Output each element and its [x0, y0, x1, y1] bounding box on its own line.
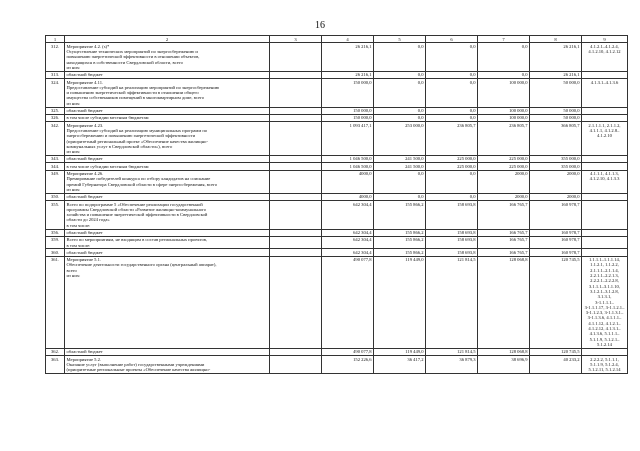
row-number: 325. [46, 107, 65, 114]
cell-total: 152 226,6 [322, 356, 374, 374]
cell-year-4: 50 000,0 [530, 107, 582, 114]
row-number: 343. [46, 155, 65, 162]
cell-year-3: 2000,0 [478, 170, 530, 193]
table-row [46, 71, 628, 78]
cell-target-codes [582, 71, 628, 78]
row-description: областной бюджет [65, 193, 270, 200]
row-number: 356. [46, 229, 65, 236]
cell-col3 [270, 170, 322, 193]
cell-col3 [270, 249, 322, 256]
table-row [46, 229, 628, 236]
cell-year-1: 155 866,2 [374, 229, 426, 236]
cell-target-codes: 2.1.1.1.1, 2.1.1.2, 4.1.1.1, 4.1.2.8– 4.1.2.10 [582, 122, 628, 156]
table-row [46, 170, 628, 193]
row-number: 360. [46, 249, 65, 256]
header-cell: 9 [582, 36, 628, 43]
cell-year-4: 160 978,7 [530, 236, 582, 249]
cell-col3 [270, 193, 322, 200]
cell-total: 490 077,8 [322, 256, 374, 348]
cell-year-3: 166 765,7 [478, 249, 530, 256]
cell-target-codes: 2.2.2.2, 5.1.1.1, 5.1.1.9, 5.1.2.4, 5.1.2.11, 5.1.2.14 [582, 356, 628, 374]
header-cell: 1 [46, 36, 65, 43]
cell-year-2: 158 693,8 [426, 249, 478, 256]
row-number: 324. [46, 79, 65, 107]
cell-total: 4000,0 [322, 170, 374, 193]
row-number: 344. [46, 163, 65, 170]
row-number: 350. [46, 193, 65, 200]
cell-year-2: 0,0 [426, 79, 478, 107]
cell-target-codes [582, 114, 628, 121]
table-header-row [46, 36, 628, 43]
cell-year-1: 155 866,2 [374, 201, 426, 229]
cell-year-3: 100 000,0 [478, 79, 530, 107]
row-description: областной бюджет [65, 71, 270, 78]
cell-target-codes: 4.1.3.1–4.1.3.6 [582, 79, 628, 107]
cell-year-3: 100 000,0 [478, 114, 530, 121]
row-description: Всего по мероприятиям, не входящим в состав региональных проектов, в том числе: [65, 236, 270, 249]
cell-year-3: 166 765,7 [478, 236, 530, 249]
cell-year-2: 0,0 [426, 71, 478, 78]
cell-year-4: 2000,0 [530, 193, 582, 200]
cell-col3 [270, 43, 322, 71]
row-number: 326. [46, 114, 65, 121]
cell-year-4: 40 233,2 [530, 356, 582, 374]
row-description: Мероприятие 4.2. (s)* Осуществление технических мероприятий по энергосбережению и повышению энергетической эффективности в отношении объектов, находящихся в собственности Свердловской области, всего из них: [65, 43, 270, 71]
cell-year-3: 166 765,7 [478, 201, 530, 229]
cell-year-2: 0,0 [426, 193, 478, 200]
table-row [46, 236, 628, 249]
cell-year-1: 241 500,0 [374, 163, 426, 170]
cell-year-4: 160 978,7 [530, 249, 582, 256]
cell-year-2: 158 693,8 [426, 229, 478, 236]
cell-col3 [270, 114, 322, 121]
cell-year-1: 0,0 [374, 114, 426, 121]
cell-year-4: 26 216,1 [530, 43, 582, 71]
header-cell: 4 [322, 36, 374, 43]
cell-col3 [270, 201, 322, 229]
row-description: областной бюджет [65, 155, 270, 162]
cell-year-1: 0,0 [374, 107, 426, 114]
cell-col3 [270, 107, 322, 114]
cell-year-1: 119 449,0 [374, 348, 426, 355]
row-number: 349. [46, 170, 65, 193]
row-number: 342. [46, 122, 65, 156]
cell-year-2: 236 805,7 [426, 122, 478, 156]
cell-year-1: 0,0 [374, 71, 426, 78]
cell-target-codes [582, 201, 628, 229]
page-number: 16 [315, 20, 325, 31]
cell-col3 [270, 256, 322, 348]
header-cell: 8 [530, 36, 582, 43]
row-number: 355. [46, 201, 65, 229]
header-cell: 5 [374, 36, 426, 43]
row-description: Мероприятие 4.11. Предоставление субсидий на реализацию мероприятий по энергосбережению и повышению энергетической эффективности в отношении общего имущества собственников помещений в многоквартирном доме, всего из них: [65, 79, 270, 107]
cell-year-2: 158 693,8 [426, 201, 478, 229]
cell-year-1: 0,0 [374, 43, 426, 71]
cell-year-4: 2000,0 [530, 170, 582, 193]
cell-year-4: 160 978,7 [530, 201, 582, 229]
cell-total: 26 216,1 [322, 71, 374, 78]
row-description: областной бюджет [65, 229, 270, 236]
cell-target-codes: 1.1.1.1–1.1.1.14, 1.1.2.1, 1.1.2.2, 2.1.1.1–2.1.1.4, 2.2.1.1–2.2.1.3, 2.2.2.1–2.2.2.8, 3.1.1.1–3.1.1.10, 3.1.2.1–3.1.2.8, 3.1.3.1, 3-1.1.1.1– 3-1.1.1.17, 3-1.1.2.1– 3-1.1.2.3, 3-1.1.3.1– 3-1.1.3.6, 4.1.1.1– 4.1.1.12, 4.1.2.1– 4.1.2.12, 4.1.3.1– 4.1.3.6, 5.1.1.1– 5.1.1.9, 5.1.2.1– 5.1.2.14 [582, 256, 628, 348]
cell-year-2: 0,0 [426, 170, 478, 193]
cell-total: 1 046 500,0 [322, 163, 374, 170]
cell-target-codes [582, 107, 628, 114]
table-row [46, 43, 628, 71]
table-row [46, 79, 628, 107]
row-description: в том числе субсидии местным бюджетам [65, 163, 270, 170]
cell-col3 [270, 356, 322, 374]
row-description: Мероприятие 5.2. Оказание услуг (выполнение работ) государственными учреждениями (приоритетные региональные проекты «Обеспечение качества жилищно- [65, 356, 270, 374]
cell-total: 642 304,4 [322, 229, 374, 236]
cell-year-3: 225 000,0 [478, 163, 530, 170]
cell-year-3: 0,0 [478, 71, 530, 78]
cell-year-2: 0,0 [426, 43, 478, 71]
cell-year-4: 120 745,5 [530, 256, 582, 348]
table-row [46, 155, 628, 162]
table-row [46, 163, 628, 170]
cell-total: 150 000,0 [322, 107, 374, 114]
cell-total: 1 046 500,0 [322, 155, 374, 162]
cell-target-codes [582, 163, 628, 170]
cell-year-2: 225 000,0 [426, 163, 478, 170]
cell-target-codes [582, 155, 628, 162]
cell-year-3: 2000,0 [478, 193, 530, 200]
cell-total: 150 000,0 [322, 79, 374, 107]
program-table [45, 35, 628, 374]
cell-year-1: 241 500,0 [374, 155, 426, 162]
row-description: Мероприятие 4.23. Предоставление субсидий на реализацию муниципальных программ по энергосбережению и повышению энергетической эффективности (приоритетный региональный проект «Обеспечение качества жилищно- коммунальных услуг в Свердловской области»), всего из них: [65, 122, 270, 156]
cell-col3 [270, 348, 322, 355]
cell-year-2: 158 693,8 [426, 236, 478, 249]
row-number: 313. [46, 71, 65, 78]
cell-total: 642 304,4 [322, 236, 374, 249]
cell-year-1: 155 866,2 [374, 236, 426, 249]
table-row [46, 356, 628, 374]
cell-total: 642 304,4 [322, 249, 374, 256]
table-row [46, 201, 628, 229]
cell-col3 [270, 163, 322, 170]
cell-year-1: 0,0 [374, 193, 426, 200]
cell-year-4: 50 000,0 [530, 79, 582, 107]
cell-year-3: 38 696,9 [478, 356, 530, 374]
cell-year-4: 355 000,0 [530, 163, 582, 170]
cell-year-1: 155 866,2 [374, 249, 426, 256]
table-row [46, 348, 628, 355]
header-cell: 3 [270, 36, 322, 43]
row-description: в том числе субсидии местным бюджетам [65, 114, 270, 121]
cell-total: 4000,0 [322, 193, 374, 200]
cell-year-2: 225 000,0 [426, 155, 478, 162]
cell-total: 150 000,0 [322, 114, 374, 121]
table-row [46, 193, 628, 200]
cell-total: 1 093 417,1 [322, 122, 374, 156]
cell-col3 [270, 71, 322, 78]
cell-year-1: 0,0 [374, 79, 426, 107]
row-description: Мероприятие 4.26. Премирование победителей конкурса по отбору кандидатов на соискание премий Губернатора Свердловской области в сфере энергосбережения, всего из них: [65, 170, 270, 193]
cell-total: 26 216,1 [322, 43, 374, 71]
cell-col3 [270, 155, 322, 162]
cell-year-1: 36 417,2 [374, 356, 426, 374]
cell-year-4: 366 805,7 [530, 122, 582, 156]
header-cell: 7 [478, 36, 530, 43]
row-description: областной бюджет [65, 249, 270, 256]
table-row [46, 256, 628, 348]
cell-year-4: 120 745,5 [530, 348, 582, 355]
header-cell: 6 [426, 36, 478, 43]
cell-year-3: 166 765,7 [478, 229, 530, 236]
cell-year-4: 50 000,0 [530, 114, 582, 121]
row-number: 362. [46, 348, 65, 355]
cell-col3 [270, 229, 322, 236]
cell-year-1: 0,0 [374, 170, 426, 193]
row-description: областной бюджет [65, 107, 270, 114]
cell-col3 [270, 79, 322, 107]
cell-year-2: 121 814,5 [426, 348, 478, 355]
cell-target-codes: 4.1.2.1–4.1.2.4, 4.1.2.10, 4.1.2.12 [582, 43, 628, 71]
row-description: Мероприятие 5.1. Обеспечение деятельности государственного органа (центральный аппарат), всего из них: [65, 256, 270, 348]
row-number: 359. [46, 236, 65, 249]
cell-year-4: 355 000,0 [530, 155, 582, 162]
cell-year-2: 121 814,5 [426, 256, 478, 348]
cell-year-3: 236 805,7 [478, 122, 530, 156]
cell-year-3: 128 068,8 [478, 348, 530, 355]
cell-year-2: 36 879,3 [426, 356, 478, 374]
cell-year-3: 128 068,8 [478, 256, 530, 348]
cell-year-1: 253 000,0 [374, 122, 426, 156]
cell-year-2: 0,0 [426, 107, 478, 114]
table-row [46, 107, 628, 114]
cell-year-3: 225 000,0 [478, 155, 530, 162]
header-cell: 2 [65, 36, 270, 43]
cell-target-codes [582, 193, 628, 200]
row-description: Всего по подпрограмме 5 «Обеспечение реализации государственной программы Свердловской области «Развитие жилищно-коммунального хозяйства и повышение энергетической эффективности в Свердловской области до 2024 года» в том числе: [65, 201, 270, 229]
cell-year-2: 0,0 [426, 114, 478, 121]
table-row [46, 249, 628, 256]
cell-year-4: 26 216,1 [530, 71, 582, 78]
cell-year-4: 160 978,7 [530, 229, 582, 236]
row-number: 312. [46, 43, 65, 71]
cell-target-codes [582, 236, 628, 249]
cell-col3 [270, 122, 322, 156]
cell-total: 490 077,8 [322, 348, 374, 355]
cell-year-1: 119 449,0 [374, 256, 426, 348]
cell-target-codes [582, 229, 628, 236]
cell-total: 642 304,4 [322, 201, 374, 229]
cell-target-codes [582, 249, 628, 256]
table-row [46, 114, 628, 121]
row-number: 363. [46, 356, 65, 374]
table-row [46, 122, 628, 156]
cell-target-codes [582, 348, 628, 355]
row-description: областной бюджет [65, 348, 270, 355]
cell-target-codes: 4.1.1.1, 4.1.1.3, 4.1.2.10, 4.1.3.3 [582, 170, 628, 193]
cell-year-3: 0,0 [478, 43, 530, 71]
row-number: 361. [46, 256, 65, 348]
cell-year-3: 100 000,0 [478, 107, 530, 114]
cell-col3 [270, 236, 322, 249]
